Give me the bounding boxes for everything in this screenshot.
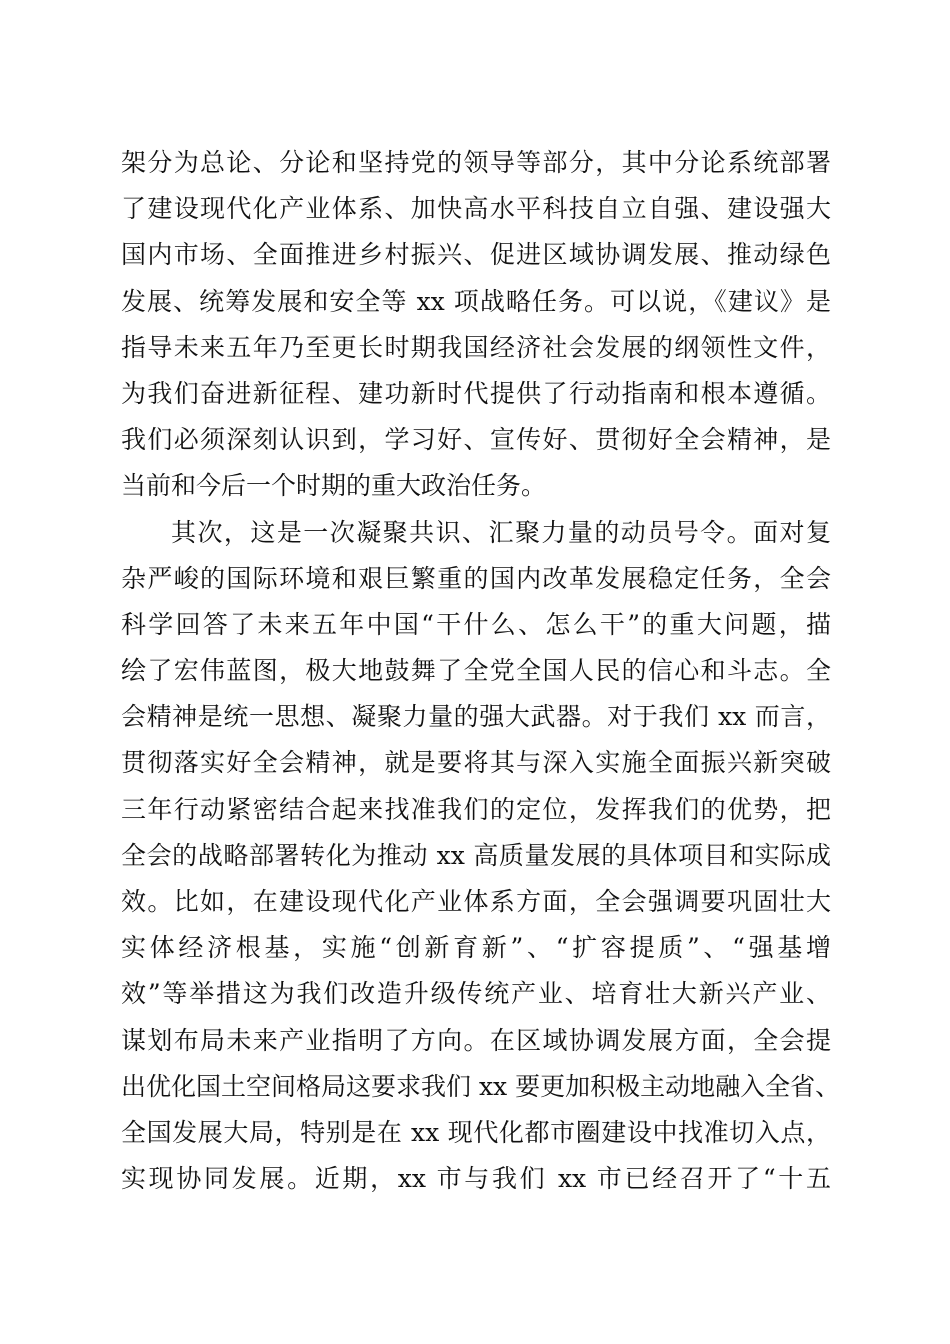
text-line: 为我们奋进新征程、建功新时代提供了行动指南和根本遵循。 <box>121 378 831 408</box>
text-line: 全会的战略部署转化为推动 xx 高质量发展的具体项目和实际成 <box>121 840 831 870</box>
text-line: 出优化国土空间格局这要求我们 xx 要更加积极主动地融入全省、 <box>121 1071 841 1101</box>
text-line: 贯彻落实好全会精神，就是要将其与深入实施全面振兴新突破 <box>121 748 831 778</box>
text-line: 实现协同发展。近期，xx 市与我们 xx 市已经召开了“十五 <box>121 1164 831 1194</box>
text-line: 当前和今后一个时期的重大政治任务。 <box>121 471 547 501</box>
text-line: 了建设现代化产业体系、加快高水平科技自立自强、建设强大 <box>121 194 831 224</box>
text-line: 架分为总论、分论和坚持党的领导等部分，其中分论系统部署 <box>121 148 831 177</box>
text-line: 效”等举措这为我们改造升级传统产业、培育壮大新兴产业、 <box>121 979 831 1009</box>
text-line: 国内市场、全面推进乡村振兴、促进区域协调发展、推动绿色 <box>121 240 831 270</box>
text-line: 全国发展大局，特别是在 xx 现代化都市圈建设中找准切入点， <box>121 1117 831 1147</box>
text-line: 指导未来五年乃至更长时期我国经济社会发展的纲领性文件， <box>121 332 831 362</box>
body-text <box>121 140 841 1202</box>
text-line: 杂严峻的国际环境和艰巨繁重的国内改革发展稳定任务，全会 <box>121 563 831 593</box>
text-line: 绘了宏伟蓝图，极大地鼓舞了全党全国人民的信心和斗志。全 <box>121 656 831 686</box>
text-line: 会精神是统一思想、凝聚力量的强大武器。对于我们 xx 而言， <box>121 702 831 732</box>
text-line: 三年行动紧密结合起来找准我们的定位，发挥我们的优势，把 <box>121 794 831 824</box>
text-line: 谋划布局未来产业指明了方向。在区域协调发展方面，全会提 <box>121 1025 831 1055</box>
text-line: 科学回答了未来五年中国“干什么、怎么干”的重大问题，描 <box>121 609 831 639</box>
text-line: 效。比如，在建设现代化产业体系方面，全会强调要巩固壮大 <box>121 887 831 916</box>
text-line: 发展、统筹发展和安全等 xx 项战略任务。可以说，《建议》是 <box>121 286 831 316</box>
text-line: 实体经济根基，实施“创新育新”、“扩容提质”、“强基增 <box>121 933 831 963</box>
text-line: 其次，这是一次凝聚共识、汇聚力量的动员号令。面对复 <box>171 517 831 547</box>
text-line: 我们必须深刻认识到，学习好、宣传好、贯彻好全会精神，是 <box>121 425 831 455</box>
